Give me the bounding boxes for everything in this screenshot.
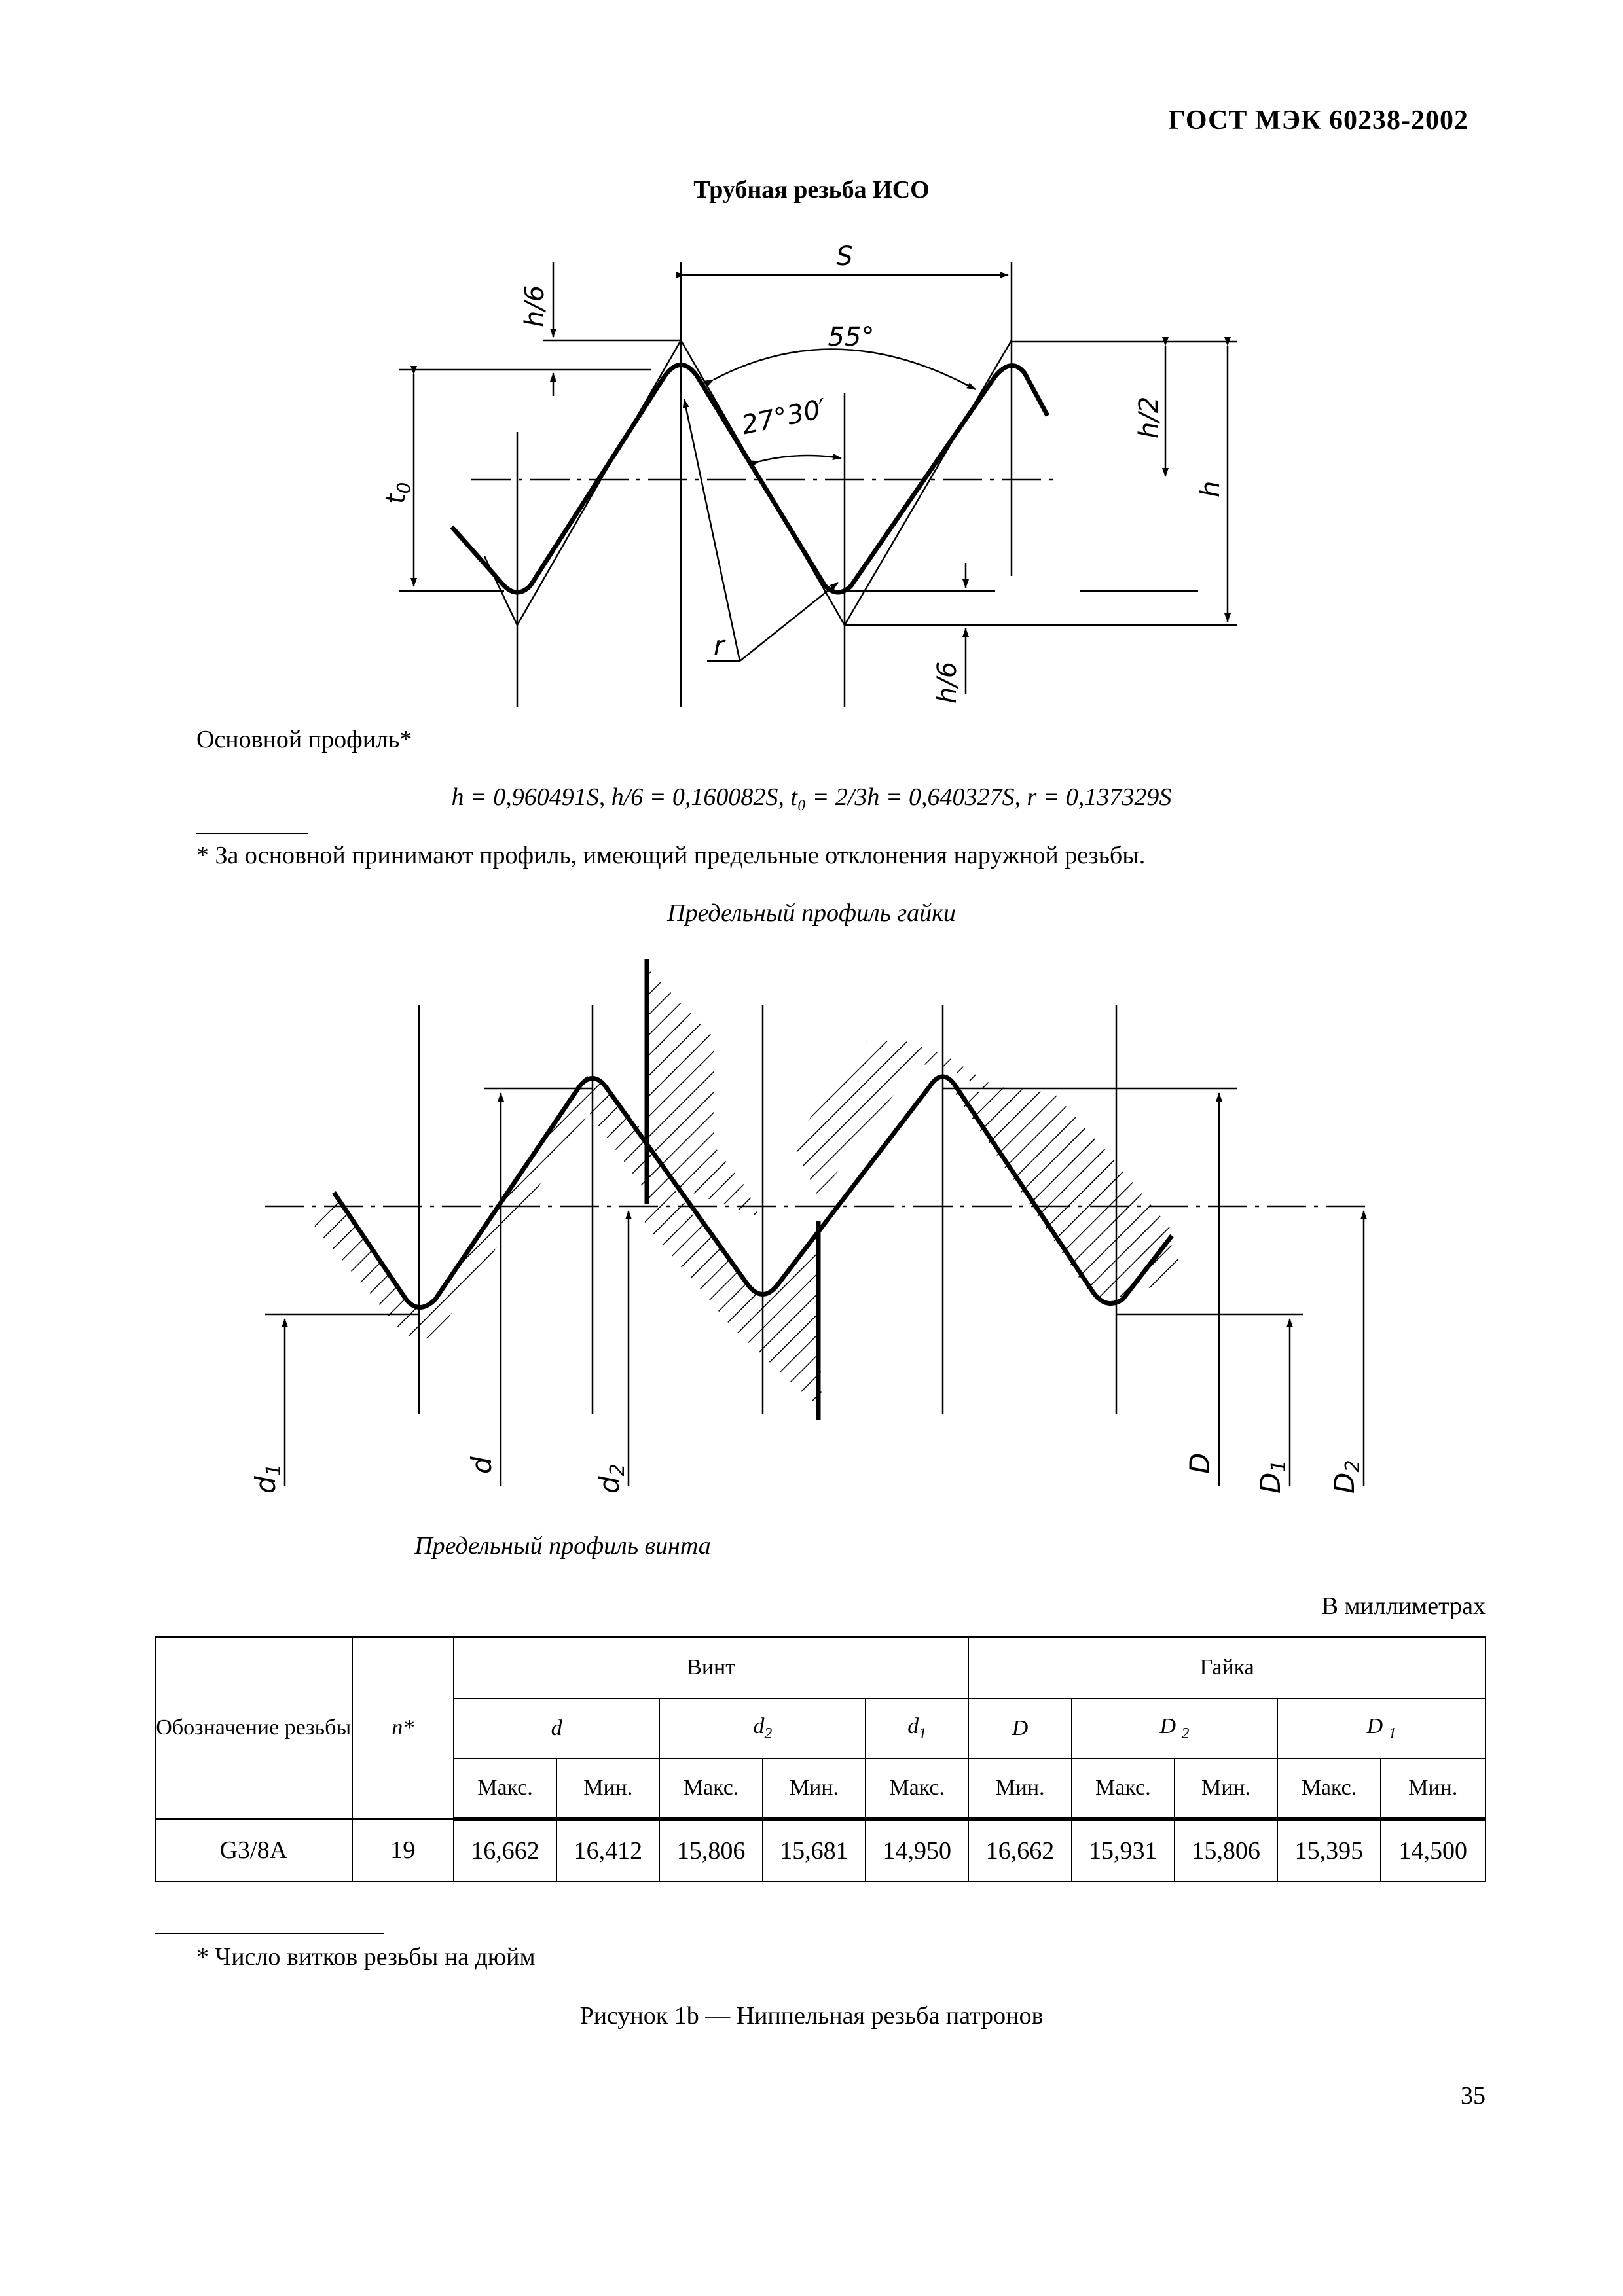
limit-cell: Макс. (866, 1759, 968, 1819)
header-designation: Обозначение резьбы (155, 1637, 352, 1819)
header-d1: $d_1$ (866, 1698, 968, 1759)
header-d: d (454, 1698, 660, 1759)
hatch-screw-left (314, 1075, 661, 1340)
header-D: D (968, 1698, 1071, 1759)
nut-profile-caption: Предельный профиль гайки (667, 899, 956, 927)
label-D1: D1 (1254, 1460, 1290, 1494)
limit-cell: Мин. (968, 1759, 1071, 1819)
label-h: h (1195, 480, 1226, 497)
cell-value: 16,412 (556, 1819, 659, 1882)
limit-cell: Макс. (659, 1759, 762, 1819)
cell-value: 15,806 (1175, 1819, 1277, 1882)
thread-dimensions-table (155, 1636, 1486, 1882)
cell-value: 15,681 (763, 1819, 866, 1882)
label-h6-bottom: h/6 (932, 661, 962, 704)
header-D1: D $_1$ (1277, 1698, 1486, 1759)
label-D2: D2 (1328, 1460, 1364, 1494)
limit-cell: Макс. (454, 1759, 556, 1819)
label-D: D (1184, 1452, 1216, 1474)
cell-n: 19 (352, 1819, 454, 1882)
screw-profile-caption: Предельный профиль винта (414, 1532, 711, 1560)
label-t0: $t_0$ (381, 482, 414, 504)
header-nut: Гайка (968, 1637, 1486, 1698)
page-number: 35 (1461, 2082, 1486, 2109)
limit-profile-diagram (0, 929, 1623, 1525)
cell-designation: G3/8A (155, 1819, 352, 1882)
cell-value: 15,395 (1277, 1819, 1380, 1882)
header-d2: $d_2$ (659, 1698, 866, 1759)
cell-value: 16,662 (454, 1819, 556, 1882)
label-S: S (836, 242, 853, 272)
label-h2: h/2 (1134, 396, 1164, 439)
cell-value: 15,806 (659, 1819, 762, 1882)
limit-cell: Мин. (763, 1759, 866, 1819)
basic-profile-label: Основной профиль* (196, 726, 412, 753)
label-d2: d2 (593, 1463, 629, 1494)
limit-cell: Макс. (1072, 1759, 1175, 1819)
header-D2: D $_2$ (1072, 1698, 1278, 1759)
table-row (155, 1819, 1486, 1882)
limit-cell: Мин. (1381, 1759, 1486, 1819)
section-title: Трубная резьба ИСО (693, 176, 930, 204)
units-note: В миллиметрах (1321, 1592, 1486, 1620)
thread-profile (452, 365, 1048, 593)
label-d1: d1 (249, 1463, 285, 1494)
footnote-rule-2 (155, 1933, 384, 1934)
limit-cell: Макс. (1277, 1759, 1380, 1819)
header-screw: Винт (454, 1637, 968, 1698)
label-r: r (714, 631, 725, 661)
basic-profile-diagram (0, 0, 1623, 733)
header-n: n* (352, 1637, 454, 1819)
footnote-rule-1 (196, 833, 308, 834)
limit-cell: Мин. (556, 1759, 659, 1819)
label-55deg: 55° (828, 322, 875, 352)
document-header: ГОСТ МЭК 60238-2002 (1168, 105, 1468, 135)
basic-triangle (484, 340, 1012, 625)
label-27deg30: 27°30′ (739, 393, 830, 441)
figure-caption: Рисунок 1b — Ниппельная резьба патронов (579, 2002, 1044, 2030)
cell-value: 16,662 (968, 1819, 1071, 1882)
cell-value: 14,500 (1381, 1819, 1486, 1882)
cell-value: 15,931 (1072, 1819, 1175, 1882)
label-h6-top: h/6 (520, 285, 550, 327)
basic-profile-footnote: * За основной принимают профиль, имеющий предельные отклонения наружной резьбы. (196, 842, 1146, 869)
footnote-n: * Число витков резьбы на дюйм (196, 1943, 536, 1971)
limit-cell: Мин. (1175, 1759, 1277, 1819)
basic-profile-formula: h = 0,960491S, h/6 = 0,160082S, t₀ = 2/3h = 0,640327S, r = 0,137329S (451, 783, 1172, 811)
cell-value: 14,950 (866, 1819, 968, 1882)
label-d: d (465, 1456, 498, 1474)
